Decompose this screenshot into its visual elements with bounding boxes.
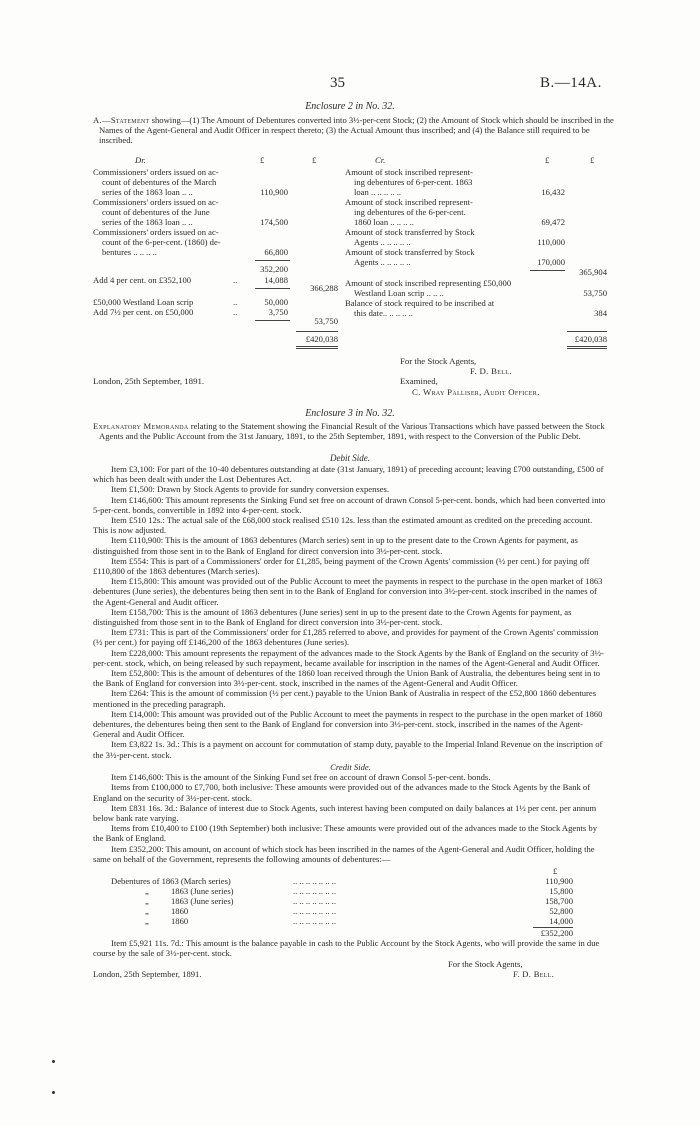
dr-value: 14,088	[264, 275, 288, 285]
debenture-label: 1863 (June series)	[171, 885, 234, 896]
memoranda-heading	[93, 421, 614, 441]
cr-line: Agents .. .. .. .. ..	[354, 257, 411, 267]
dr-line: Commissioners' orders issued on ac-	[93, 197, 219, 207]
dr-value: 3,750	[268, 307, 288, 317]
dr-line: count of debentures of the June	[102, 207, 210, 217]
debenture-label: 1860	[171, 915, 189, 926]
memo-item: Item £110,900: This is the amount of 1863 debentures (March series) sent in up to the present date to the Crown Agents for payment, as distinguished from those sent in to the Bank of England for direct conversion into 3½-per-cent. stock.	[93, 535, 578, 556]
statement-heading	[93, 115, 614, 146]
debenture-value: 14,000	[549, 915, 573, 926]
memoranda-text: relating to the Statement showing the Financial Result of the Various Transactions which have passed between the Stock Agents and the Public Account from the 31st January, 1891, to the 25th September, 1891, with respect to the Conversion of the Public Debt.	[99, 421, 605, 442]
ditto-mark: „	[145, 885, 149, 896]
debenture-label: 1860	[171, 905, 189, 916]
memo-item: Item £1,500: Drawn by Stock Agents to provide for sundry conversion expenses.	[111, 484, 390, 495]
sum-rule	[255, 320, 290, 321]
memo-item: Item £510 12s.: The actual sale of the £68,000 stock realised £510 12s. less than the estimated amount as credited on the preceding account. This is now adjusted.	[93, 515, 593, 536]
enclosure-3-signature	[93, 958, 608, 982]
memo-item: Item £5,921 11s. 7d.: This amount is the balance payable in cash to the Public Account by the Stock Agents, who will provide the same in due course by the sale of 3½-per-cent. stock.	[93, 937, 600, 959]
debentures-total: £352,200	[540, 927, 573, 938]
statement-label: A.—Statement	[93, 115, 150, 125]
dr-pound-1: £	[260, 155, 265, 165]
dr-line: £50,000 Westland Loan scrip	[93, 297, 194, 307]
debenture-label: Debentures of 1863 (March series)	[111, 875, 231, 886]
cr-line: loan .. .. .. .. ..	[354, 187, 402, 197]
statement-text: showing—(1) The Amount of Debentures converted into 3½-per-cent Stock; (2) the Amount of Stock which should be inscribed in the Names of the Agent-General and Audit Officer in respect thereto; (3) the Actual Amount thus inscribed; and (4) the Balance still required to be inscribed.	[99, 115, 614, 146]
memo-item: Item £146,600: This is the amount of the Sinking Fund set free on account of drawn Consol 5-per-cent. bonds.	[111, 772, 491, 783]
sum-rule	[567, 331, 607, 332]
sum-rule	[296, 331, 338, 332]
cr-line: ing debentures of the 6-per-cent.	[354, 207, 466, 217]
debentures-pound: £	[553, 865, 558, 876]
debit-side-heading: Debit Side.	[330, 453, 370, 463]
ditto-mark: „	[145, 915, 149, 926]
place-date: London, 25th September, 1891.	[93, 969, 202, 980]
dr-line: Add 4 per cent. on £352,100	[93, 275, 192, 285]
document-reference: B.—14A.	[540, 75, 602, 91]
debenture-value: 15,800	[549, 885, 573, 896]
double-rule	[567, 346, 607, 347]
credit-side-heading: Credit Side.	[330, 761, 371, 772]
dr-value: 174,500	[260, 217, 288, 227]
memo-item: Items from £100,000 to £7,700, both inclusive: These amounts were provided out of the advances made to the Stock Agents by the Bank of England on the security of 3½-per-cent. stock.	[93, 782, 591, 803]
dr-heading: Dr.	[135, 155, 146, 165]
debenture-label: 1863 (June series)	[171, 895, 234, 906]
cr-value: 53,750	[583, 288, 607, 298]
cr-line: Balance of stock required to be inscribed at	[345, 298, 495, 308]
enclosure-2-title: Enclosure 2 in No. 32.	[305, 101, 395, 112]
enclosure-3-title: Enclosure 3 in No. 32.	[305, 408, 395, 419]
ditto-mark: „	[145, 905, 149, 916]
debentures-table	[93, 866, 608, 938]
memo-item: Item £158,700: This is the amount of 1863 debentures (June series) sent in up to the present date to the Crown Agents for payment, as distinguished from those sent in to the Bank of England for direct conversion into 3½-per-cent. stock.	[93, 606, 572, 628]
leader-dots: .. .. .. .. .. .. ..	[293, 905, 336, 916]
cr-value: 110,000	[537, 237, 565, 247]
memo-item: Item £731: This is part of the Commissioners' order for £1,285 referred to above, and provides for payment of the Crown Agents' commission (½ per cent.) for paying off £146,200 of the 1863 debentures (June series).	[93, 627, 599, 648]
leader-dots: ..	[233, 297, 238, 307]
cr-line: Amount of stock transferred by Stock	[345, 247, 475, 257]
memo-item: Item £352,200: This amount, on account of which stock has been inscribed in the names of the Agent-General and Audit Officer, holding the same on behalf of the Government, represents the following amounts of debentures:—	[93, 843, 595, 864]
memoranda-label: Explanatory Memoranda	[93, 421, 189, 431]
cr-value: 170,000	[537, 257, 565, 267]
cr-value: 69,472	[541, 217, 565, 227]
dr-line: series of the 1863 loan .. ..	[102, 187, 193, 197]
ditto-mark: „	[145, 895, 149, 906]
leader-dots: .. .. .. .. .. .. ..	[293, 915, 336, 926]
dr-line: count of debentures of the March	[102, 177, 217, 187]
memo-item: Item £264: This is the amount of commission (½ per cent.) payable to the Union Bank of Australia in respect of the £52,800 1860 debentures mentioned in the preceding paragraph.	[93, 688, 597, 709]
dr-pound-2: £	[312, 155, 317, 165]
cr-line: this date.. .. .. .. ..	[354, 308, 413, 318]
cr-line: ing debentures of 6-per-cent. 1863	[354, 177, 473, 187]
memo-item: Items from £10,400 to £100 (19th September) both inclusive: These amounts were provided out of the advances made to the Stock Agents by the Bank of England.	[93, 823, 598, 844]
cr-line: Agents .. .. .. .. ..	[354, 237, 411, 247]
dr-value: 66,800	[264, 247, 288, 257]
cr-total: 365,904	[579, 267, 607, 277]
leader-dots: .. .. .. .. .. .. ..	[293, 895, 336, 906]
margin-mark	[52, 1091, 55, 1094]
dr-line: bentures .. .. .. ..	[102, 247, 157, 257]
leader-dots: .. .. .. .. .. .. ..	[293, 885, 336, 896]
dr-value: 110,900	[260, 187, 288, 197]
memo-item: Item £15,800: This amount was provided out of the Public Account to meet the payments in respect to the purchase in the open market of 1863 debentures (June series), the debentures being then sent in to the Bank of England for conversion into 3½-per-cent. stock inscribed in the names of the Agent-General and Audit officer.	[93, 576, 603, 607]
leader-dots: ..	[233, 275, 238, 285]
signature-for: For the Stock Agents,	[448, 959, 523, 970]
cr-line: 1860 loan .. .. .. ..	[354, 217, 414, 227]
cr-line: Amount of stock inscribed represent-	[345, 167, 473, 177]
debenture-value: 110,900	[545, 875, 573, 886]
signature-for: For the Stock Agents,	[400, 356, 477, 366]
leader-dots: ..	[233, 307, 238, 317]
signature-name: F. D. Bell.	[513, 969, 555, 980]
memo-item: Item £554: This is part of a Commissioners' order for £1,285, being payment of the Crown Agents' commission (½ per cent.) for paying off £110,800 of the 1863 debentures (March series).	[93, 555, 590, 577]
dr-total: 366,288	[310, 283, 338, 293]
cr-line: Amount of stock transferred by Stock	[345, 227, 475, 237]
double-rule	[296, 348, 338, 349]
auditor-signature: C. Wray Palliser, Audit Officer.	[412, 387, 540, 397]
debit-items	[93, 464, 608, 982]
dr-grand-total: £420,038	[305, 334, 338, 344]
dr-value: 50,000	[264, 297, 288, 307]
examined-label: Examined,	[400, 376, 438, 386]
dr-total: 53,750	[314, 316, 338, 326]
cr-pound-2: £	[590, 155, 595, 165]
memo-item: Item £52,800: This is the amount of debentures of the 1860 loan received through the Union Bank of Australia, the debentures being sent in to the Bank of England for conversion into 3½-per-cent. stock, inscribed in the names of the Agent-General and Audit Officer.	[93, 668, 601, 689]
memo-item: Item £3,822 1s. 3d.: This is a payment on account for commutation of stamp duty, payable to the Imperial Inland Revenue on the inscription of the 3½-per-cent. stock.	[93, 739, 603, 760]
place-date: London, 25th September, 1891.	[93, 376, 205, 386]
double-rule	[567, 348, 607, 349]
cr-grand-total: £420,038	[574, 334, 607, 344]
debenture-value: 52,800	[549, 905, 573, 916]
dr-line: series of the 1863 loan .. ..	[102, 217, 193, 227]
double-rule	[296, 346, 338, 347]
cr-heading: Cr.	[375, 155, 386, 165]
cr-line: Amount of stock inscribed represent-	[345, 197, 473, 207]
leader-dots: .. .. .. .. .. .. ..	[293, 875, 336, 886]
cr-pound-1: £	[545, 155, 550, 165]
dr-line: Commissioners' orders issued on ac-	[93, 167, 219, 177]
cr-line: Amount of stock inscribed representing £50,000	[345, 278, 512, 288]
sum-rule	[530, 270, 565, 271]
cr-value: 384	[594, 308, 607, 318]
memo-item: Item £228,000: This amount represents the repayment of the advances made to the Stock Agents by the Bank of England on the security of 3½-per-cent. stock, which, on being released by such repayment, became available for inscription in the names of the Agent-General and Audit Officer.	[93, 647, 604, 668]
sum-rule	[255, 260, 290, 261]
memo-item: Item £146,600: This amount represents the Sinking Fund set free on account of drawn Consol 5-per-cent. bonds, which had been converted into 5-per-cent. bonds, convertible in 1892 into 4-per-cent. stock.	[93, 494, 606, 515]
memo-item: Item £3,100: For part of the 10-40 debentures outstanding at date (31st January, 1891) of preceding account; leaving £700 outstanding, £500 of which has been dealt with under the Lost Debentures Act.	[93, 464, 604, 485]
cr-line: Westland Loan scrip .. .. ..	[354, 288, 444, 298]
sum-rule	[255, 288, 290, 289]
dr-line: Commissioners' orders issued on ac-	[93, 227, 219, 237]
dr-subtotal: 352,200	[260, 264, 288, 274]
cr-value: 16,432	[541, 187, 565, 197]
dr-line: count of the 6-per-cent. (1860) de-	[102, 237, 221, 247]
page-number: 35	[330, 75, 345, 91]
memo-item: Item £831 16s. 3d.: Balance of interest due to Stock Agents, such interest having been computed on daily balances at 1½ per cent. per annum below bank rate varying.	[93, 802, 597, 823]
memo-item: Item £14,000: This amount was provided out of the Public Account to meet the payments in respect to the purchase in the open market of 1860 debentures, the debentures being then sent to the Bank of England for conversion into 3½-per-cent. stock, inscribed in the names of the Agent-General and Audit Officer.	[93, 708, 603, 740]
dr-line: Add 7½ per cent. on £50,000	[93, 307, 194, 317]
signature-name: F. D. Bell.	[470, 366, 512, 376]
debenture-value: 158,700	[545, 895, 573, 906]
margin-mark	[52, 1060, 55, 1063]
